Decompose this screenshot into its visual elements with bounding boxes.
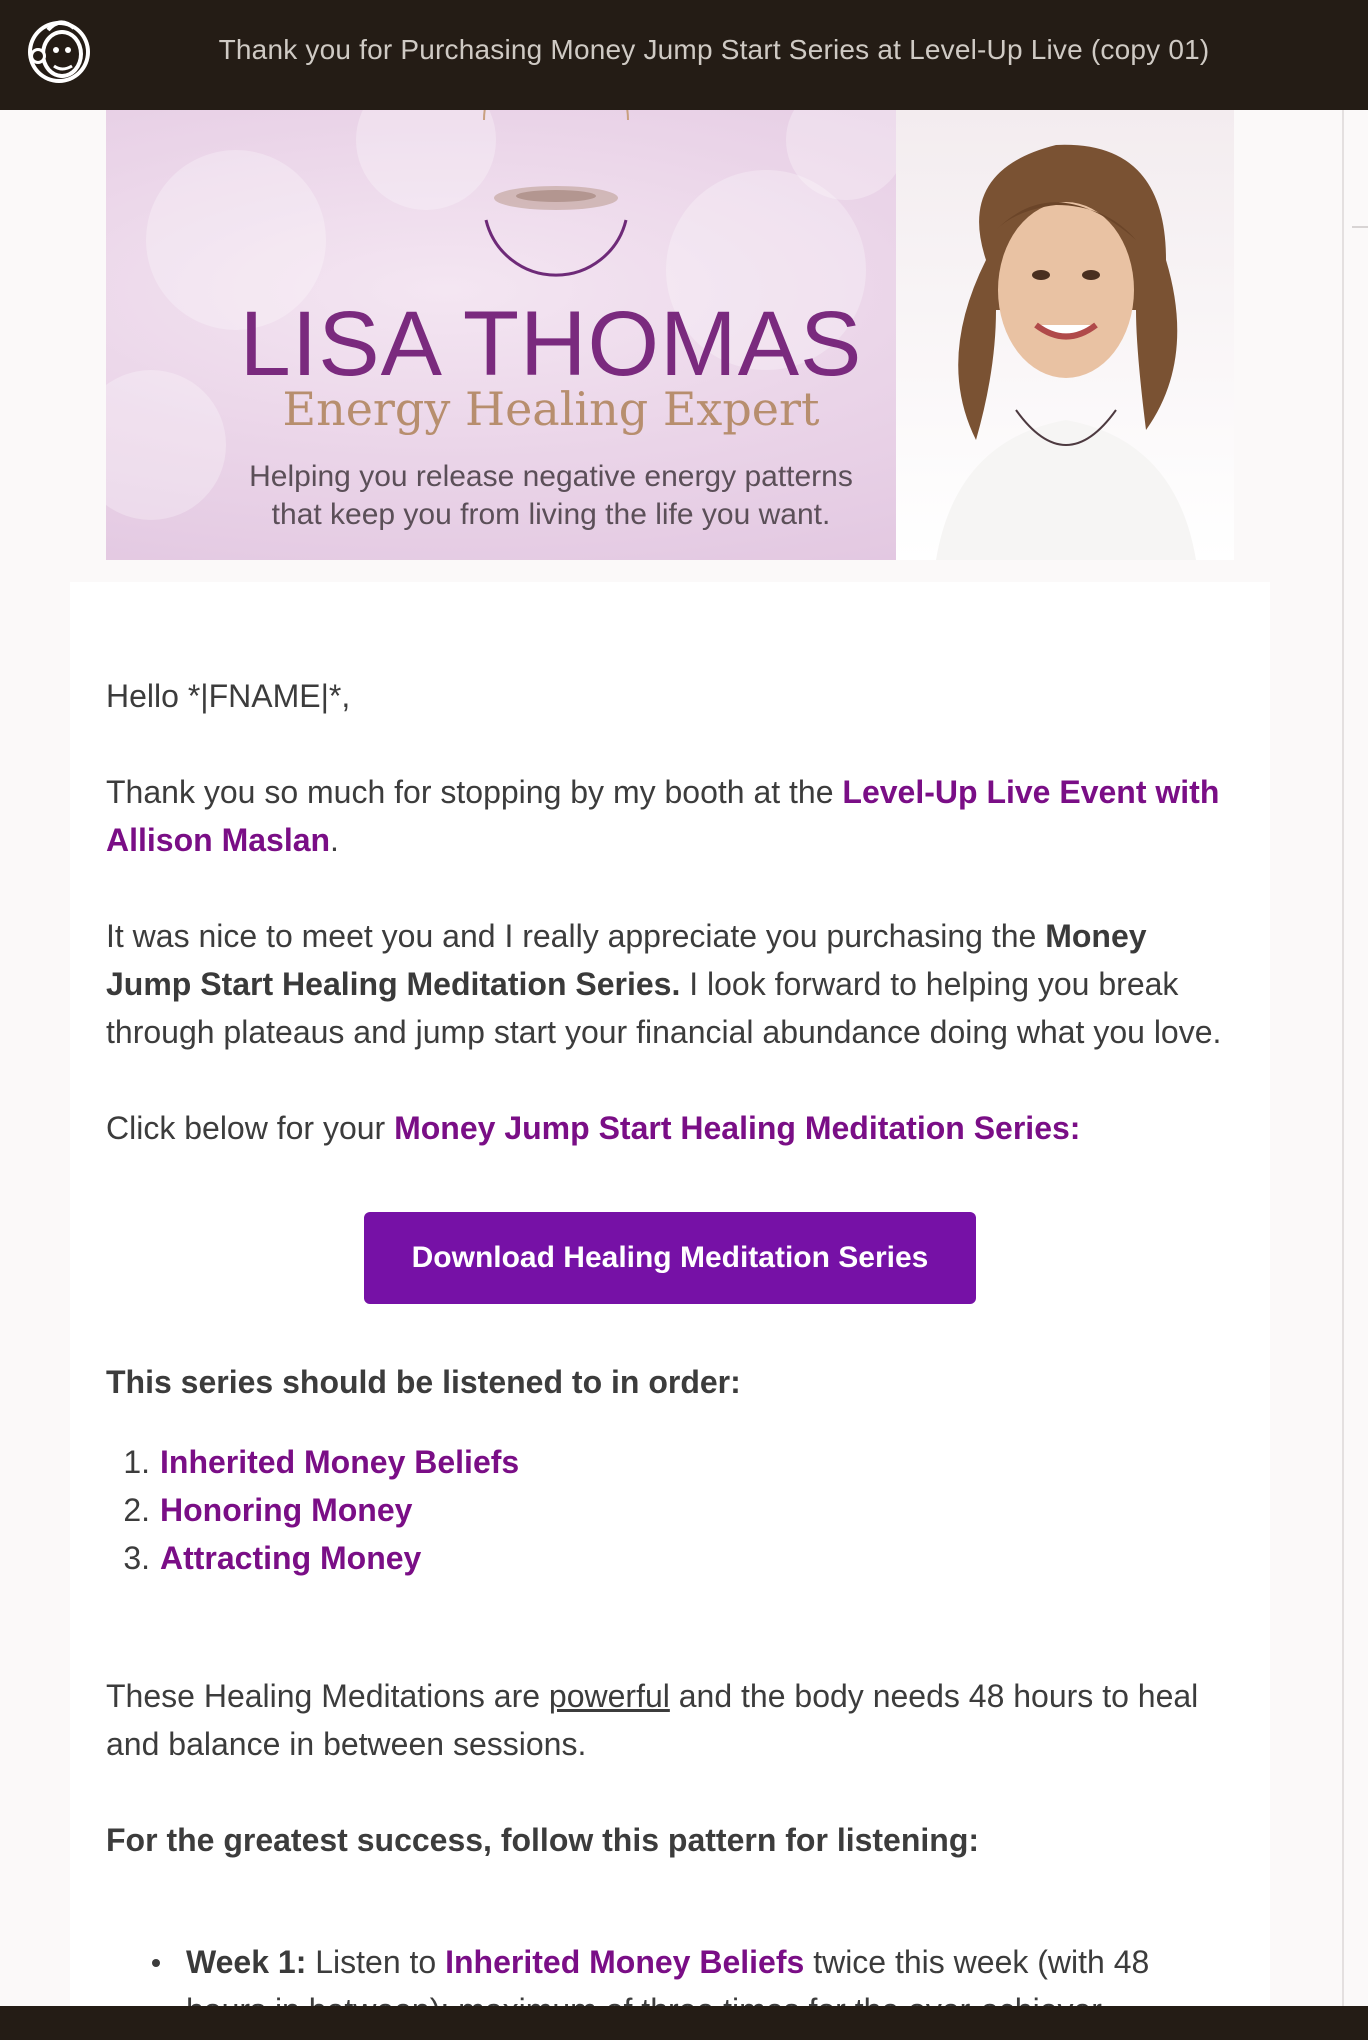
list-item <box>106 1438 519 1486</box>
thanks-text: Thank you so much for stopping by my booth at the <box>106 774 843 810</box>
list-number: 2. <box>123 1492 150 1528</box>
download-button[interactable]: Download Healing Meditation Series <box>364 1212 976 1304</box>
top-bar <box>0 0 1368 110</box>
banner-name: LISA THOMAS <box>239 293 863 395</box>
powerful-word: powerful <box>548 1678 670 1714</box>
powerful-text-end: and the body needs 48 hours to heal and balance in between sessions. <box>106 1678 1199 1762</box>
order-heading: This series should be listened to in order: <box>106 1364 741 1400</box>
meet-text: It was nice to meet you and I really appreciate you purchasing the <box>106 918 1046 954</box>
click-paragraph <box>106 1104 1236 1152</box>
banner-tagline-line2: that keep you from living the life you want. <box>271 498 831 531</box>
meet-text-end: I look forward to helping you break through plateaus and jump start your financial abundance doing what you love. <box>106 966 1222 1050</box>
download-button-wrapper <box>364 1212 976 1304</box>
greeting: Hello *|FNAME|*, <box>106 678 351 714</box>
series-link[interactable]: Money Jump Start Healing Meditation Series: <box>394 1110 1081 1146</box>
list-item <box>106 1486 519 1534</box>
click-text: Click below for your <box>106 1110 395 1146</box>
thanks-paragraph <box>106 768 1236 864</box>
bottom-bar <box>0 2006 1368 2040</box>
meditation-link-honoring[interactable]: Honoring Money <box>160 1492 413 1528</box>
meet-paragraph <box>106 912 1236 1056</box>
meditation-link-attracting[interactable]: Attracting Money <box>160 1540 422 1576</box>
banner-tagline <box>166 458 936 534</box>
order-list <box>106 1438 519 1582</box>
panel-divider <box>1352 226 1368 228</box>
week1-text-end: twice this week (with 48 <box>813 1944 1150 1980</box>
portrait-image <box>896 110 1234 560</box>
series-name-bold: Money Jump Start Healing Meditation Series. <box>106 918 1147 1002</box>
banner-tagline-line1: Helping you release negative energy patterns <box>249 460 853 493</box>
banner-subtitle: Energy Healing Expert <box>282 382 820 436</box>
meditation-link-inherited[interactable]: Inherited Money Beliefs <box>160 1444 520 1480</box>
header-banner <box>106 110 1234 560</box>
powerful-paragraph <box>106 1672 1236 1768</box>
powerful-text: These Healing Meditations are <box>106 1678 549 1714</box>
week1-label: Week 1: <box>186 1944 307 1980</box>
week1-link[interactable]: Inherited Money Beliefs <box>445 1944 805 1980</box>
thanks-period: . <box>330 822 339 858</box>
logo-circle-icon <box>406 110 706 290</box>
pattern-heading: For the greatest success, follow this pattern for listening: <box>106 1822 980 1858</box>
event-link[interactable]: Level-Up Live Event with Allison Maslan <box>106 774 1220 858</box>
scroll-track <box>1342 110 1344 2010</box>
list-number: 3. <box>123 1540 150 1576</box>
page-title: Thank you for Purchasing Money Jump Start Series at Level-Up Live (copy 01) <box>218 34 1210 65</box>
list-item <box>106 1534 519 1582</box>
list-number: 1. <box>123 1444 150 1480</box>
week1-text: Listen to <box>306 1944 446 1980</box>
